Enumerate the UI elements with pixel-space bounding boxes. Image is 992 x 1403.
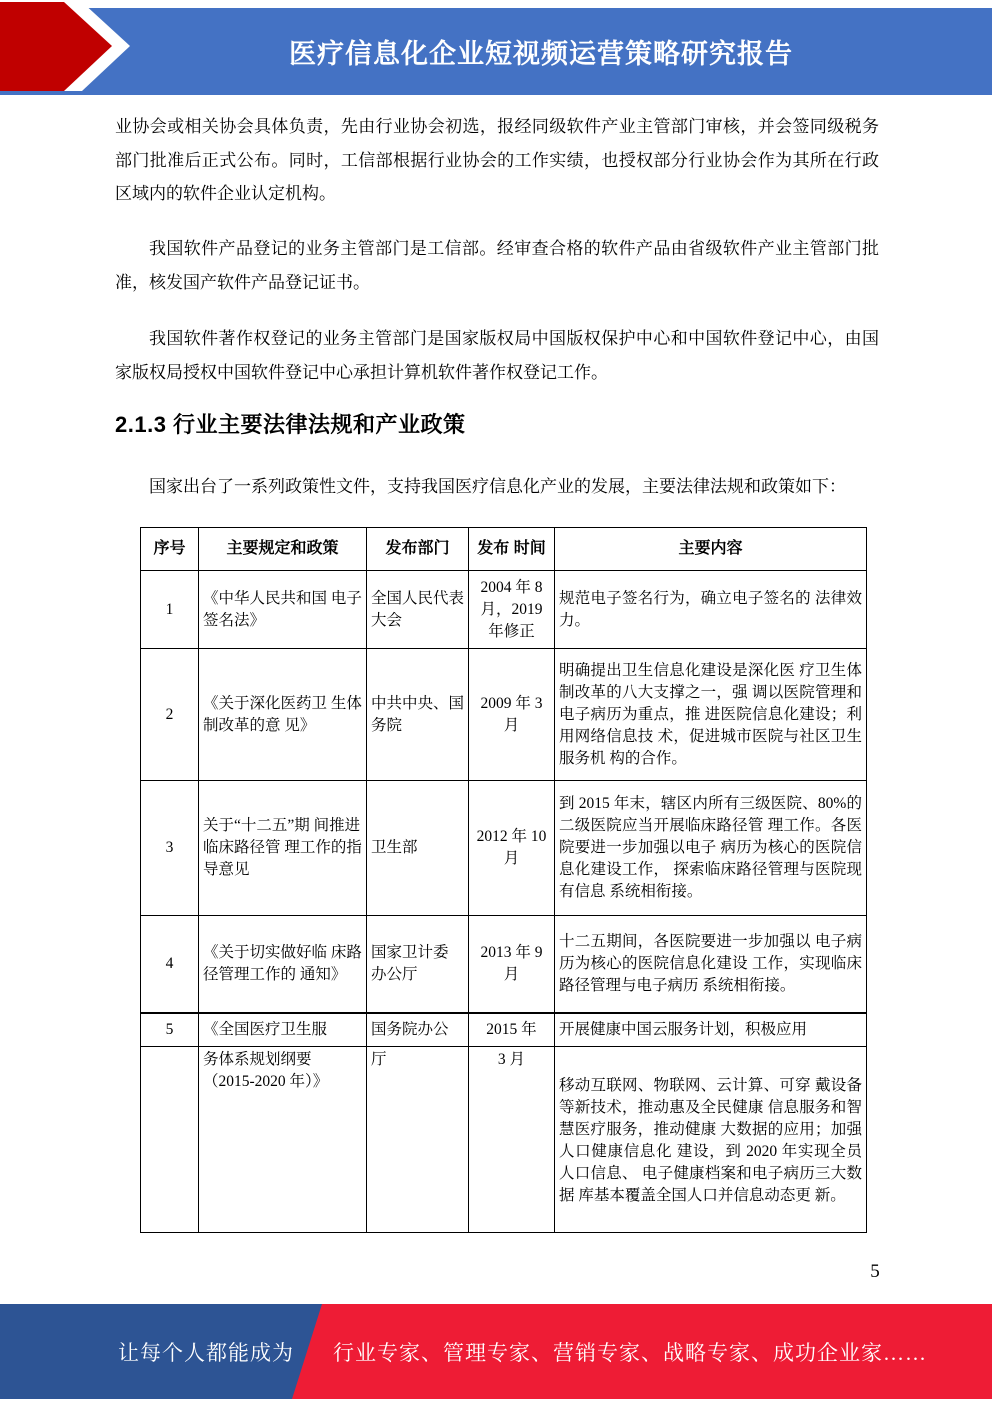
- table-cell: 2015 年: [469, 1013, 555, 1047]
- table-cell: 《关于深化医药卫 生体制改革的意 见》: [199, 649, 367, 781]
- table-cell: 2012 年 10 月: [469, 781, 555, 916]
- report-title: 医疗信息化企业短视频运营策略研究报告: [289, 39, 793, 69]
- table-cell: 《中华人民共和国 电子签名法》: [199, 571, 367, 649]
- page-number: 5: [870, 1261, 880, 1282]
- table-cell: 2013 年 9 月: [469, 916, 555, 1013]
- table-cell: 3 月: [469, 1047, 555, 1233]
- table-cell: 厅: [367, 1047, 469, 1233]
- table-cell: 1: [141, 571, 199, 649]
- footer-slogan-left: 让每个人都能成为: [118, 1340, 294, 1365]
- table-header-row: [141, 528, 867, 571]
- table-cell: 开展健康中国云服务计划，积极应用: [555, 1013, 867, 1047]
- column-header-content: 主要内容: [555, 528, 867, 571]
- table-cell: 2009 年 3 月: [469, 649, 555, 781]
- table-cell: 全国人民代表大会: [367, 571, 469, 649]
- section-heading: 2.1.3 行业主要法律法规和产业政策: [115, 412, 466, 437]
- table-cell: 明确提出卫生信息化建设是深化医 疗卫生体制改革的八大支撑之一，强 调以医院管理和电子病历为重点，推 进医院信息化建设；利用网络信息技 术，促进城市医院与社区卫生服务机 构的合作。: [555, 649, 867, 781]
- table-intro: 国家出台了一系列政策性文件，支持我国医疗信息化产业的发展，主要法律法规和政策如下：: [149, 477, 846, 496]
- table-cell: 5: [141, 1013, 199, 1047]
- table-cell: 4: [141, 916, 199, 1013]
- table-cell: 移动互联网、物联网、云计算、可穿 戴设备等新技术，推动惠及全民健康 信息服务和智慧医疗服务，推动健康 大数据的应用；加强人口健康信息化 建设，到 2020 年实现全员人口信息、 电子健康档案和电子病历三大数据 库基本覆盖全国人口并信息动态更 新。: [555, 1047, 867, 1233]
- red-arrow-icon: [0, 0, 210, 95]
- table-cell: 《关于切实做好临 床路径管理工作的 通知》: [199, 916, 367, 1013]
- table-row: [141, 781, 867, 916]
- table-cell: 规范电子签名行为，确立电子签名的 法律效力。: [555, 571, 867, 649]
- table-cell: 关于“十二五”期 间推进临床路径管 理工作的指导意见: [199, 781, 367, 916]
- table-cell: 十二五期间，各医院要进一步加强以 电子病历为核心的医院信息化建设 工作，实现临床路径管理与电子病历 系统相衔接。: [555, 916, 867, 1013]
- footer-slogan-right: 行业专家、管理专家、营销专家、战略专家、成功企业家……: [333, 1340, 927, 1365]
- table-cell: 国务院办公: [367, 1013, 469, 1047]
- table-cell: 国家卫计委 办公厅: [367, 916, 469, 1013]
- footer-banner: [0, 1304, 992, 1399]
- column-header-department: 发布部门: [367, 528, 469, 571]
- table-row: [141, 649, 867, 781]
- column-header-policy: 主要规定和政策: [199, 528, 367, 571]
- table-row: [141, 1047, 867, 1233]
- table-cell: 2004 年 8 月，2019 年修正: [469, 571, 555, 649]
- table-cell: 中共中央、国务院: [367, 649, 469, 781]
- table-cell: [141, 1047, 199, 1233]
- paragraph-software-product: 我国软件产品登记的业务主管部门是工信部。经审查合格的软件产品由省级软件产业主管部门批准，核发国产软件产品登记证书。: [115, 239, 879, 292]
- table-cell: 2: [141, 649, 199, 781]
- table-cell: 务体系规划纲要 （2015-2020 年）》: [199, 1047, 367, 1233]
- table-row: [141, 916, 867, 1013]
- column-header-number: 序号: [141, 528, 199, 571]
- table-row: [141, 571, 867, 649]
- table-cell: 卫生部: [367, 781, 469, 916]
- table-cell: 《全国医疗卫生服: [199, 1013, 367, 1047]
- table-row: [141, 1013, 867, 1047]
- policy-table: [140, 527, 867, 1233]
- paragraph-continued: 业协会或相关协会具体负责，先由行业协会初选，报经同级软件产业主管部门审核，并会签同级税务部门批准后正式公布。同时，工信部根据行业协会的工作实绩，也授权部分行业协会作为其所在行政区域内的软件企业认定机构。: [115, 117, 879, 203]
- table-cell: 到 2015 年末，辖区内所有三级医院、80%的二级医院应当开展临床路径管 理工作。各医院要进一步加强以电子 病历为核心的医院信息化建设工作， 探索临床路径管理与医院现有信息 系统相衔接。: [555, 781, 867, 916]
- column-header-date: 发布 时间: [469, 528, 555, 571]
- paragraph-copyright: 我国软件著作权登记的业务主管部门是国家版权局中国版权保护中心和中国软件登记中心，由国家版权局授权中国软件登记中心承担计算机软件著作权登记工作。: [115, 329, 879, 382]
- table-cell: 3: [141, 781, 199, 916]
